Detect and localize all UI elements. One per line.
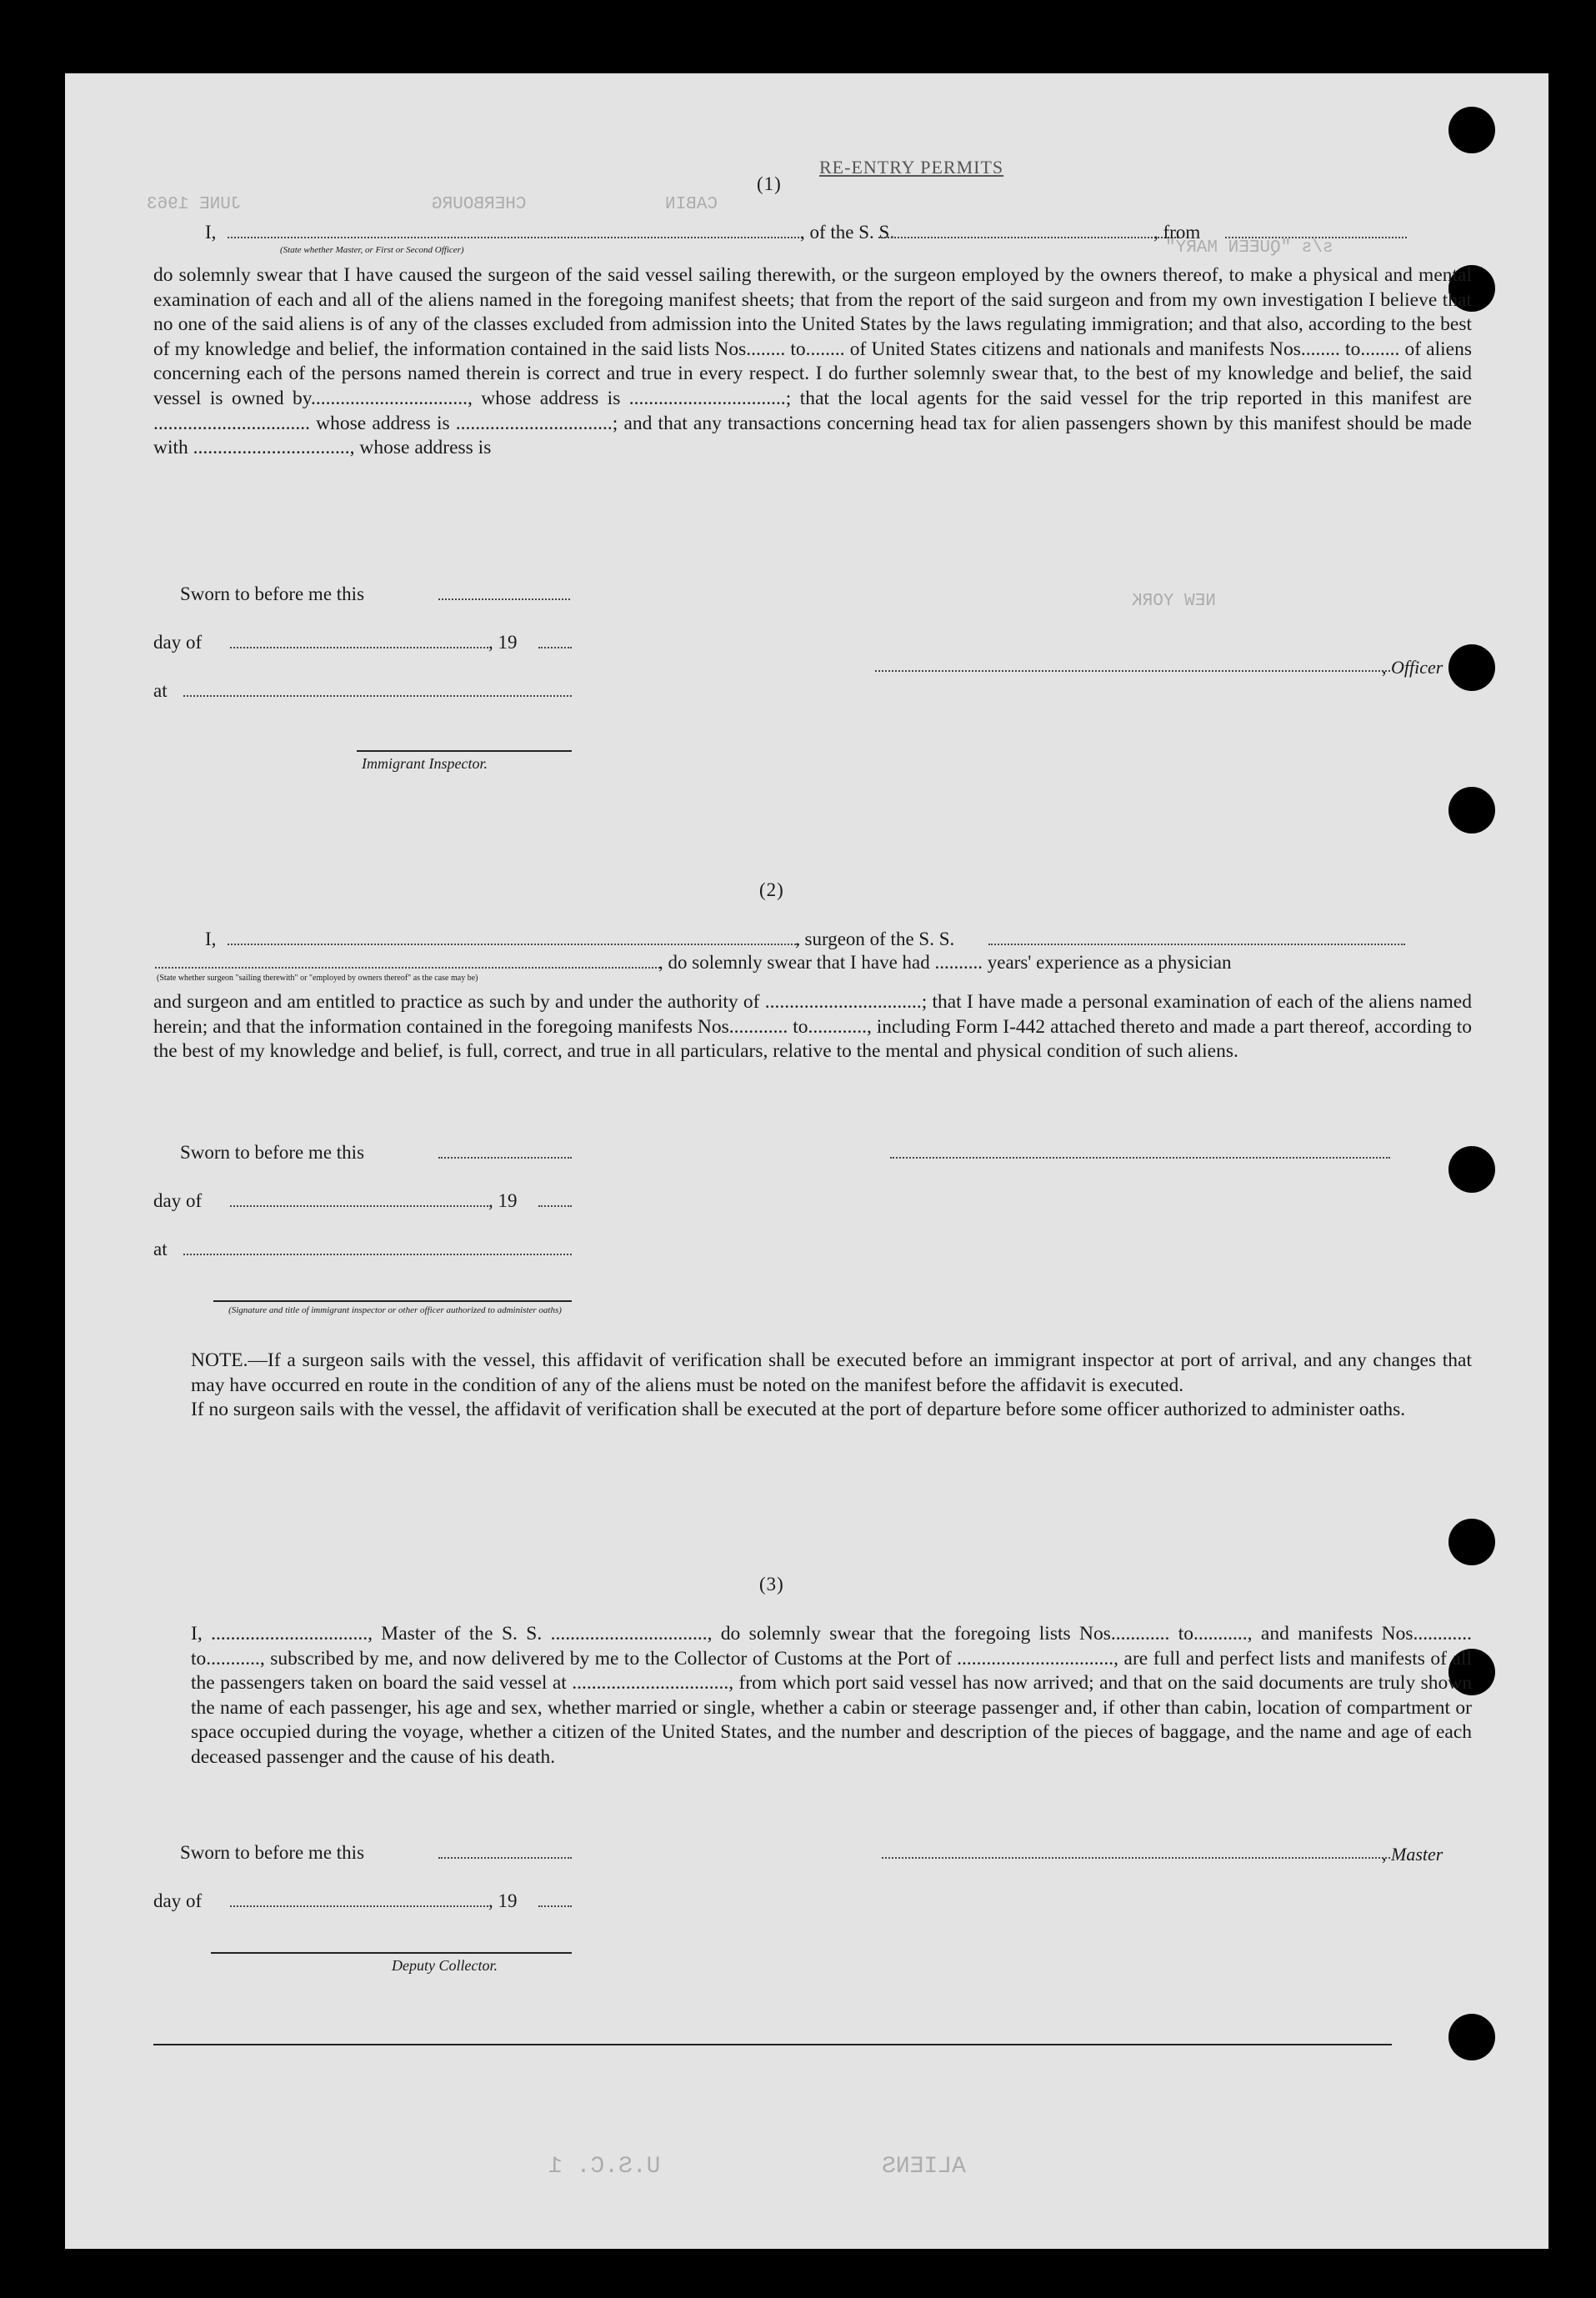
s1-officer-label: , Officer — [1382, 657, 1443, 678]
s3-day-field[interactable] — [230, 1905, 488, 1907]
s3-collector-line[interactable] — [211, 1952, 572, 1954]
s1-vessel-field[interactable] — [878, 237, 1178, 238]
s1-of-ss: , of the S. S. — [800, 222, 895, 243]
section-1-number: (1) — [757, 173, 782, 194]
bleed-cherbourg: CHERBOURG — [432, 195, 527, 214]
s1-intro-i: I, — [205, 222, 217, 243]
s1-officer-name-field[interactable] — [228, 237, 803, 238]
s3-collector-label: Deputy Collector. — [392, 1957, 498, 1974]
s3-master-label: , Master — [1382, 1844, 1443, 1865]
binder-hole-8 — [1448, 2014, 1495, 2060]
s2-note-label: NOTE. — [191, 1349, 248, 1371]
s3-oath-text: I, ................................, Master of the S. S. ................................, do solemnly swear that the foregoing lists Nos............ to..........., and manifests Nos............ to..........., subscribed by me, and now delivered by me to the Collector of Customs at the Port of ................................, are full and perfect lists and manifests of all the passengers taken on board the said vessel at ................................, from which port said vessel has now arrived; and that on the said documents are truly shown the name of each passenger, his age and sex, whether married or single, whether a cabin or steerage passenger and, if other than cabin, location of compartment or space occupied during the voyage, whether a citizen of the United States, and the number and description of the pieces of baggage, and the name and age of each deceased passenger and the cause of his death. — [191, 1623, 1472, 1768]
s1-inspector-line[interactable] — [357, 750, 572, 752]
s2-surgeon-of-ss: , surgeon of the S. S. — [795, 929, 955, 949]
s2-vessel-field[interactable] — [988, 944, 1405, 945]
s2-year-label: , 19 — [488, 1190, 518, 1211]
s1-sworn-label: Sworn to before me this — [180, 583, 365, 604]
s3-sworn-label: Sworn to before me this — [180, 1842, 365, 1863]
s3-oath-body — [153, 1622, 1472, 1770]
s1-day-field[interactable] — [230, 647, 488, 648]
s3-master-signature-field[interactable] — [882, 1857, 1390, 1859]
binder-hole-1 — [1448, 107, 1495, 153]
bottom-rule — [153, 2044, 1392, 2045]
bleed-new-york: NEW YORK — [1132, 592, 1216, 611]
s2-signature-caption: (Signature and title of immigrant inspector or other officer authorized to administer oaths) — [228, 1305, 562, 1315]
section-2-number: (2) — [759, 879, 784, 900]
s2-solemnly-line: , do solemnly swear that I have had .......... years' experience as a physician — [658, 952, 1232, 973]
s1-day-label: day of — [153, 632, 203, 653]
section-1-stamp: RE-ENTRY PERMITS — [819, 157, 1004, 178]
s2-year-field[interactable] — [538, 1205, 572, 1207]
s1-inspector-label: Immigrant Inspector. — [362, 755, 488, 772]
s1-from-field[interactable] — [1225, 237, 1407, 238]
s2-oath-body: and surgeon and am entitled to practice as such by and under the authority of ................................; that I have made a personal examination of each of the aliens named herein; and that the information contained in the foregoing manifests Nos............ to............, including Form I-442 attached thereto and made a part thereof, according to the best of my knowledge and belief, is full, correct, and true in all particulars, relative to the mental and physical condition of such aliens. — [153, 991, 1472, 1063]
s2-sworn-label: Sworn to before me this — [180, 1142, 365, 1163]
bleed-footer: U.S.C. 1 — [548, 2154, 661, 2180]
binder-hole-5 — [1448, 1146, 1495, 1193]
s1-from: , from — [1153, 222, 1201, 243]
s2-at-field[interactable] — [183, 1254, 572, 1255]
s1-officer-signature-field[interactable] — [875, 670, 1390, 672]
s2-day-field[interactable] — [230, 1205, 488, 1207]
s1-at-field[interactable] — [183, 695, 572, 697]
s1-officer-caption: (State whether Master, or First or Second Officer) — [280, 245, 464, 255]
s2-note-text-2: If no surgeon sails with the vessel, the affidavit of verification shall be executed at the port of departure before some officer authorized to administer oaths. — [191, 1399, 1406, 1421]
s1-sworn-field[interactable] — [438, 598, 570, 600]
bleed-date: JUNE 1963 — [147, 195, 242, 214]
s2-note — [153, 1349, 1472, 1423]
manifest-page — [65, 73, 1548, 2249]
s2-surgeon-type-field[interactable] — [155, 967, 660, 969]
s2-day-label: day of — [153, 1190, 203, 1211]
s2-surgeon-signature-field[interactable] — [890, 1157, 1390, 1159]
s2-intro-i: I, — [205, 929, 217, 949]
s2-at-label: at — [153, 1239, 168, 1259]
s3-sworn-field[interactable] — [438, 1857, 572, 1859]
binder-hole-4 — [1448, 787, 1495, 834]
s2-surgeon-name-field[interactable] — [228, 944, 799, 945]
s1-at-label: at — [153, 680, 168, 701]
s2-officer-signature-line[interactable] — [213, 1300, 572, 1302]
s1-year-label: , 19 — [488, 632, 518, 653]
s3-year-label: , 19 — [488, 1890, 518, 1911]
s1-oath-body: do solemnly swear that I have caused the surgeon of the said vessel sailing therewith, or the surgeon employed by the owners thereof, to make a physical and mental examination of each and all of the aliens named in the foregoing manifest sheets; that from the report of the said surgeon and from my own investigation I believe that no one of the said aliens is of any of the classes excluded from admission into the United States by the laws regulating immigration; and that also, according to the best of my knowledge and belief, the information contained in the said lists Nos........ to........ of United States citizens and nationals and manifests Nos........ to........ of aliens concerning each of the persons named therein is correct and true in every respect. I do further solemnly swear that, to the best of my knowledge and belief, the said vessel is owned by................................, whose address is ................................; that the local agents for the said vessel for the trip reported in this manifest are ................................ whose address is ................................; and that any transactions concerning head tax for alien passengers shown by this manifest should be made with ................................, whose address is — [153, 264, 1472, 459]
bleed-footer-2: ALIENS — [882, 2154, 966, 2180]
s2-note-text-1: —If a surgeon sails with the vessel, this affidavit of verification shall be executed before an immigrant inspector at port of arrival, and any changes that may have occurred en route in the condition of any of the aliens must be noted on the manifest before the affidavit is executed. — [191, 1349, 1472, 1396]
binder-hole-3 — [1448, 644, 1495, 691]
bleed-vessel: s/s "QUEEN MARY" — [1165, 238, 1333, 258]
s3-year-field[interactable] — [538, 1905, 572, 1907]
section-3-number: (3) — [759, 1574, 784, 1595]
bleed-cabin: CABIN — [665, 195, 718, 214]
s3-day-label: day of — [153, 1890, 203, 1911]
s1-year-field[interactable] — [538, 647, 572, 648]
s2-sworn-field[interactable] — [438, 1157, 572, 1159]
binder-hole-6 — [1448, 1519, 1495, 1565]
s2-surgeon-caption: (State whether surgeon "sailing therewith" or "employed by owners thereof" as the case may be) — [157, 974, 478, 983]
